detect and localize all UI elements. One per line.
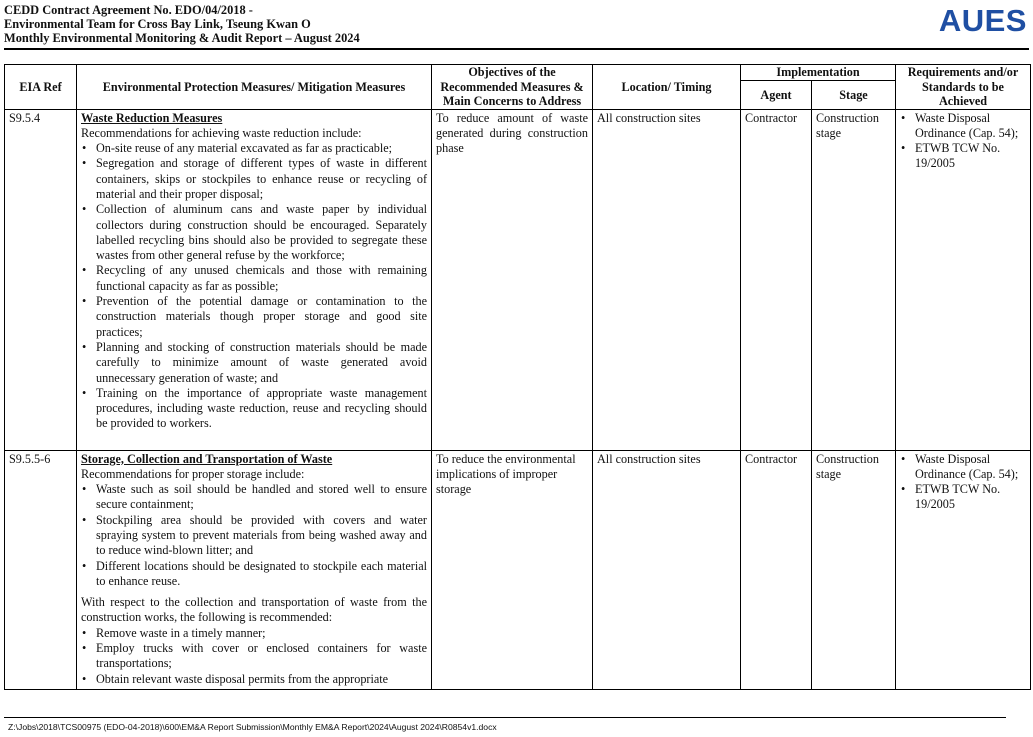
measure-intro: Recommendations for proper storage include:	[81, 466, 305, 481]
requirements-list	[900, 452, 1026, 513]
footer-divider	[4, 717, 1006, 718]
location-cell: All construction sites	[593, 109, 741, 450]
stage-cell: Construction stage	[812, 450, 896, 689]
list-item: • ETWB TCW No. 19/2005	[900, 482, 1026, 513]
list-item: • Segregation and storage of different types of waste in different containers, skips or stockpiles to enhance reuse or recycling of material and their proper disposal;	[81, 156, 427, 202]
eia-ref-cell: S9.5.4	[5, 109, 77, 450]
measure-list	[81, 482, 427, 589]
measure-title: Storage, Collection and Transportation of Waste	[81, 451, 333, 466]
measure-intro-collection: With respect to the collection and transportation of waste from the construction works, the following is recommended:	[81, 595, 427, 625]
list-item: • Collection of aluminum cans and waste paper by individual collectors during construction should be encouraged. Separately labelled recycling bins should also be provided to segregate these wastes from other general refuse by the workforce;	[81, 202, 427, 263]
list-item: • On-site reuse of any material excavated as far as practicable;	[81, 141, 427, 156]
requirements-cell	[896, 109, 1031, 450]
mitigation-measures-table	[4, 64, 1031, 690]
aues-logo: AUES	[938, 3, 1027, 38]
header-objectives: Objectives of the Recommended Measures & Main Concerns to Address	[432, 65, 593, 110]
stage-cell: Construction stage	[812, 109, 896, 450]
list-item: • ETWB TCW No. 19/2005	[900, 141, 1026, 172]
team-line: Environmental Team for Cross Bay Link, Tseung Kwan O	[4, 17, 311, 32]
contract-line: CEDD Contract Agreement No. EDO/04/2018 -	[4, 3, 253, 17]
list-item: • Planning and stocking of construction materials should be made carefully to minimize amount of waste generated avoid unnecessary generation of waste; and	[81, 340, 427, 386]
objective-cell: To reduce amount of waste generated during construction phase	[432, 109, 593, 450]
location-cell: All construction sites	[593, 450, 741, 689]
agent-cell: Contractor	[741, 450, 812, 689]
measure-title: Waste Reduction Measures	[81, 110, 223, 125]
list-item: • Obtain relevant waste disposal permits from the appropriate	[81, 672, 427, 687]
footer-file-path: Z:\Jobs\2018\TCS00975 (EDO-04-2018)\600\EM&A Report Submission\Monthly EM&A Report\2024\August 2024\R0854v1.docx	[8, 722, 497, 732]
header-requirements: Requirements and/or Standards to be Achieved	[896, 65, 1031, 110]
measure-list	[81, 141, 427, 432]
header-text	[4, 3, 360, 46]
header-implementation: Implementation	[741, 65, 896, 81]
objective-cell: To reduce the environmental implications of improper storage	[432, 450, 593, 689]
page-header	[4, 3, 1029, 49]
table-row	[5, 450, 1031, 689]
requirements-cell	[896, 450, 1031, 689]
header-measures: Environmental Protection Measures/ Mitigation Measures	[77, 65, 432, 110]
agent-cell: Contractor	[741, 109, 812, 450]
measure-intro: Recommendations for achieving waste reduction include:	[81, 125, 362, 140]
list-item: • Waste such as soil should be handled and stored well to ensure secure containment;	[81, 482, 427, 513]
measures-cell	[77, 450, 432, 689]
header-divider	[4, 48, 1029, 50]
header-agent: Agent	[741, 81, 812, 109]
measures-cell	[77, 109, 432, 450]
list-item: • Prevention of the potential damage or contamination to the construction materials though proper storage and good site practices;	[81, 294, 427, 340]
list-item: • Stockpiling area should be provided with covers and water spraying system to prevent materials from being washed away and to reduce wind-blown litter; and	[81, 513, 427, 559]
header-location: Location/ Timing	[593, 65, 741, 110]
list-item: • Training on the importance of appropriate waste management procedures, including waste reduction, reuse and recycling should be provided to workers.	[81, 386, 427, 432]
list-item: • Remove waste in a timely manner;	[81, 626, 427, 641]
list-item: • Waste Disposal Ordinance (Cap. 54);	[900, 111, 1026, 142]
header-eia-ref: EIA Ref	[5, 65, 77, 110]
header-stage: Stage	[812, 81, 896, 109]
eia-ref-cell: S9.5.5-6	[5, 450, 77, 689]
list-item: • Recycling of any unused chemicals and those with remaining functional capacity as far as possible;	[81, 263, 427, 294]
report-line: Monthly Environmental Monitoring & Audit Report – August 2024	[4, 31, 360, 46]
measure-list-collection	[81, 626, 427, 687]
list-item: • Employ trucks with cover or enclosed containers for waste transportations;	[81, 641, 427, 672]
table-row	[5, 109, 1031, 450]
requirements-list	[900, 111, 1026, 172]
list-item: • Different locations should be designated to stockpile each material to enhance reuse.	[81, 559, 427, 590]
list-item: • Waste Disposal Ordinance (Cap. 54);	[900, 452, 1026, 483]
